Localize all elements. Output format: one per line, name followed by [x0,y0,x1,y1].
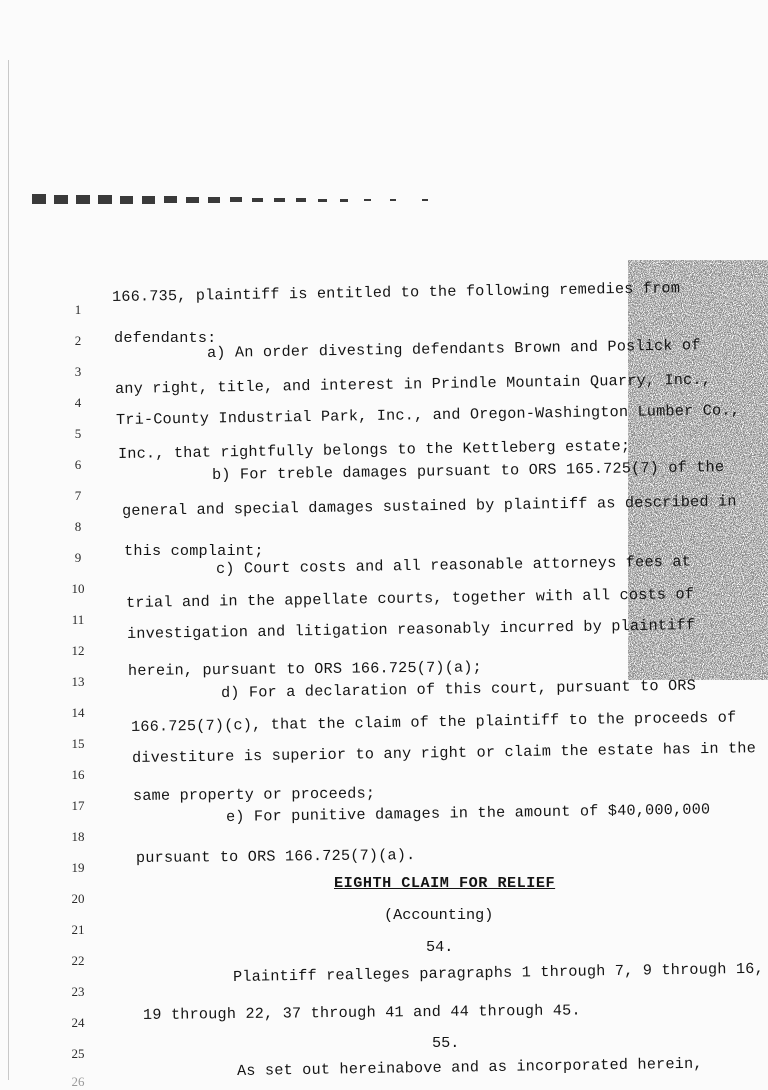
line-number: 23 [71,984,85,999]
text-line: same property or proceeds; [132,784,376,805]
paragraph-number: 55. [432,1034,460,1052]
line-number: 4 [74,395,82,410]
text-line: e) For punitive damages in the amount of $40,000,000 [225,800,711,826]
line-number: 24 [71,1015,85,1030]
line-number: 9 [74,550,82,565]
line-number: 21 [71,922,85,937]
line-number: 8 [74,519,82,534]
line-number: 19 [71,860,85,875]
paragraph-number: 54. [426,938,454,956]
text-line: 166.735, plaintiff is entitled to the following remedies from [111,279,681,306]
text-line: divestiture is superior to any right or claim the estate has in the [131,739,757,767]
line-number: 13 [71,674,85,689]
text-line: 166.725(7)(c), that the claim of the plaintiff to the proceeds of [130,708,737,736]
line-number: 17 [71,798,85,813]
line-number: 16 [71,767,85,782]
scan-dash-artifact [30,186,450,212]
text-line: a) An order divesting defendants Brown and Poslick of [206,336,701,362]
line-number: 12 [71,643,85,658]
line-number: 2 [74,333,82,348]
line-number: 22 [71,953,85,968]
text-line: 19 through 22, 37 through 41 and 44 through 45. [142,1001,581,1024]
line-number: 11 [71,612,85,627]
text-line: investigation and litigation reasonably incurred by plaintiff [126,616,696,643]
text-line: trial and in the appellate courts, together with all costs of [125,585,695,612]
scan-noise-top [0,0,768,300]
line-number: 26 [71,1074,85,1089]
line-number: 5 [74,426,82,441]
line-number: 20 [71,891,85,906]
line-number: 14 [71,705,85,720]
text-line: general and special damages sustained by plaintiff as described in [121,492,737,520]
text-line: pursuant to ORS 166.725(7)(a). [135,846,416,867]
text-line: c) Court costs and all reasonable attorneys fees at [215,552,692,578]
line-number: 7 [74,488,82,503]
line-number: 6 [74,457,82,472]
line-number: 15 [71,736,85,751]
text-line: herein, pursuant to ORS 166.725(7)(a); [127,658,483,680]
line-number: 25 [71,1046,85,1061]
section-subheading: (Accounting) [384,906,494,924]
text-line: d) For a declaration of this court, pursuant to ORS [220,676,697,702]
line-number: 10 [71,581,85,596]
section-heading: EIGHTH CLAIM FOR RELIEF [334,874,556,892]
line-number: 3 [74,364,82,379]
text-line: As set out hereinabove and as incorporated herein, [236,1054,703,1080]
text-line: Inc., that rightfully belongs to the Kettleberg estate; [117,436,631,463]
text-line: Tri-County Industrial Park, Inc., and Oregon-Washington Lumber Co., [115,401,741,429]
line-number: 1 [74,302,82,317]
line-number: 18 [71,829,85,844]
text-line: any right, title, and interest in Prindle Mountain Quarry, Inc., [114,370,712,398]
text-line: b) For treble damages pursuant to ORS 165.725(7) of the [211,457,725,484]
text-line: Plaintiff realleges paragraphs 1 through 7, 9 through 16, [232,959,764,986]
text-line: this complaint; [124,542,264,560]
text-line: defendants: [114,329,217,347]
page-margin-rule [8,60,9,1080]
